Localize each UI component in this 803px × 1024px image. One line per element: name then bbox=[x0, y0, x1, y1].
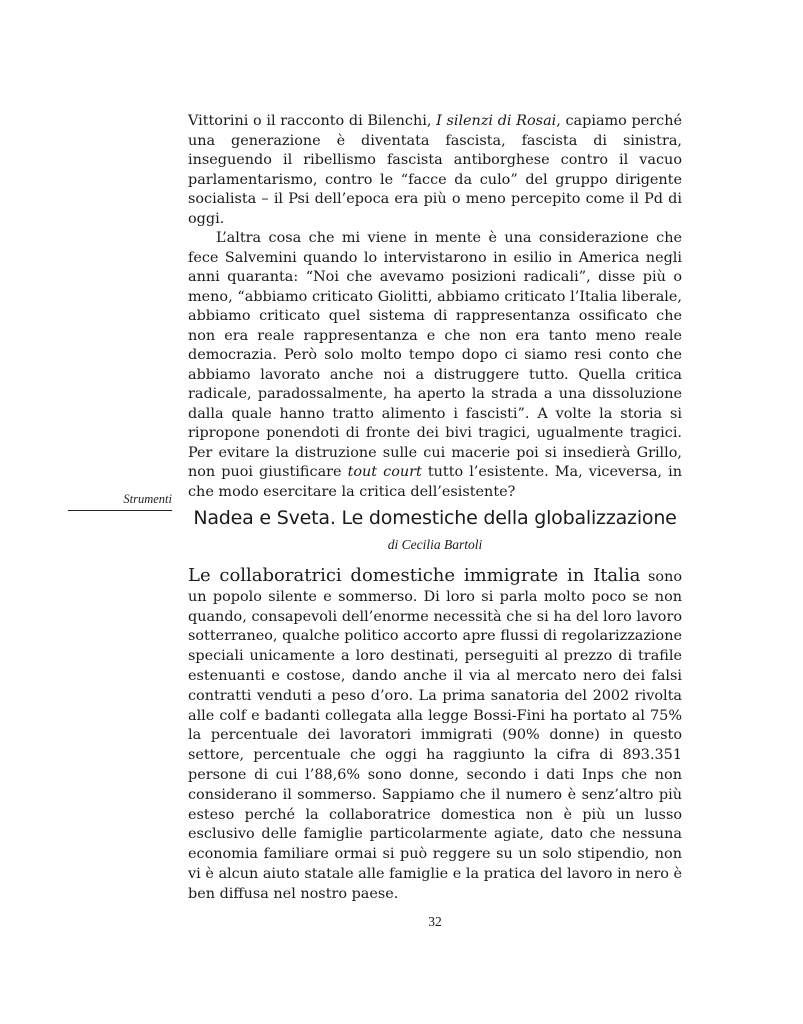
page-number: 32 bbox=[428, 914, 442, 929]
paragraph-2 bbox=[188, 229, 682, 502]
book-title-italic: I silenzi di Rosai bbox=[436, 113, 557, 129]
continued-text bbox=[188, 112, 682, 502]
paragraph-1-end: , capiamo perché una generazione è diventata fascista, fascista di sinistra, inseguendo il ribellismo fascista antiborghese contro il vacuo parlamentarismo, contro le “facce da culo” del gruppo dirigente socialista – il Psi dell’epoca era più o meno percepito come il Pd di oggi. bbox=[188, 113, 682, 227]
section-label: Strumenti bbox=[68, 492, 172, 511]
section-label-block bbox=[68, 492, 172, 511]
article-body bbox=[188, 566, 682, 905]
italic-phrase: tout court bbox=[347, 464, 422, 480]
article-lead-in: Le collaboratrici domestiche immigrate in Italia bbox=[188, 565, 641, 586]
article-title: Nadea e Sveta. Le domestiche della globalizzazione bbox=[193, 507, 677, 529]
paragraph-1 bbox=[188, 112, 682, 229]
paragraph-2-end: tutto l’esistente. Ma, viceversa, in che modo esercitare la critica dell’esistente? bbox=[188, 464, 683, 500]
article-paragraph bbox=[188, 566, 682, 905]
article-paragraph-text: sono un popolo silente e sommerso. Di loro si parla molto poco se non quando, consapevoli dell’enorme necessità che si ha del loro lavoro sotterraneo, qualche politico accorto apre flussi di regolarizzazione speciali unicamente a loro destinati, perseguiti al prezzo di trafile estenuanti e costose, dando anche il via al mercato nero dei falsi contratti venduti a peso d’oro. La prima sanatoria del 2002 rivolta alle colf e badanti collegata alla legge Bossi-Fini ha portato al 75% la percentuale dei lavoratori immigrati (90% donne) in questo settore, percentuale che oggi ha raggiunto la cifra di 893.351 persone di cui l’88,6% sono donne, secondo i dati Inps che non considerano il sommerso. Sappiamo che il numero è senz’altro più esteso perché la collaboratrice domestica non è più un lusso esclusivo delle famiglie particolarmente agiate, dato che nessuna economia familiare ormai si può reggere su un solo stipendio, non vi è alcun aiuto statale alle famiglie e la pratica del lavoro in nero è ben diffusa nel nostro paese. bbox=[188, 569, 683, 902]
paragraph-1-start: Vittorini o il racconto di Bilenchi, bbox=[188, 113, 437, 129]
article-byline: di Cecilia Bartoli bbox=[387, 537, 483, 552]
paragraph-2-start: L’altra cosa che mi viene in mente è una considerazione che fece Salvemini quando lo intervistarono in esilio in America negli anni quaranta: “Noi che avevamo posizioni radicali”, disse più o meno, “abbiamo criticato Giolitti, abbiamo criticato l’Italia liberale, abbiamo criticato quel sistema di rappresentanza ossificato che non era reale rappresentanza e che non era tanto meno reale democrazia. Però solo molto tempo dopo ci siamo resi conto che abbiamo lavorato anche noi a distruggere tutto. Quella critica radicale, paradossalmente, ha aperto la strada a una dissoluzione dalla quale hanno tratto alimento i fascisti”. A volte la storia si ripropone ponendoti di fronte dei bivi tragici, ugualmente tragici. Per evitare la distruzione sulle cui macerie poi si insedierà Grillo, non puoi giustificare bbox=[188, 230, 682, 480]
